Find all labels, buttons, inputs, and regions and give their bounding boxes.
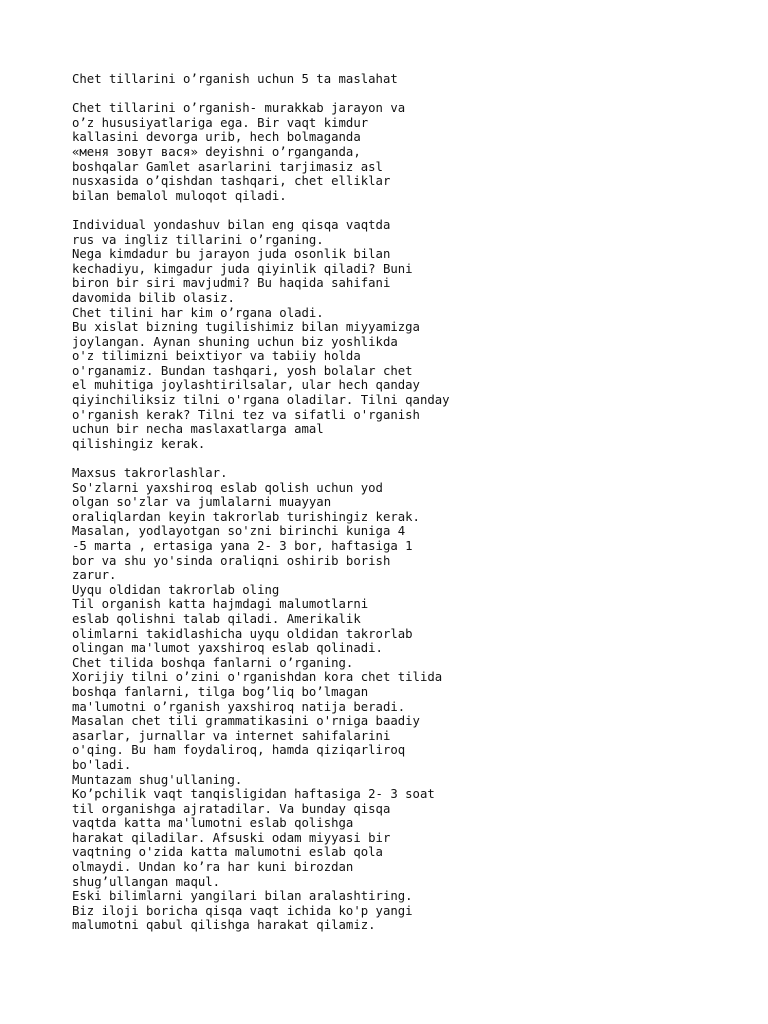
text-line: boshqa fanlarni, tilga bog’liq bo’lmagan [72,684,369,699]
text-line: -5 marta , ertasiga yana 2- 3 bor, haftasiga 1 [72,539,413,553]
text-line: bo'ladi. [72,757,132,772]
text-line: Biz iloji boricha qisqa vaqt ichida ko'p yangi [72,903,413,918]
text-line: o'z tilimizni beixtiyor va tabiiy holda [72,349,361,364]
text-line: o’z hususiyatlariga ega. Bir vaqt kimdur [72,115,369,130]
text-line: harakat qiladilar. Afsuski odam miyyasi bir [72,830,391,845]
text-line: Maxsus takrorlashlar. [72,466,228,481]
text-line: Masalan chet tili grammatikasini o'rniga baadiy [72,714,420,729]
text-line: biron bir siri mavjudmi? Bu haqida sahifani [72,276,391,291]
text-line: qilishingiz kerak. [72,436,206,451]
text-line: bor va shu yo'sinda oraliqni oshirib borish [72,553,391,568]
text-line: Chet tilida boshqa fanlarni o’rganing. [72,655,354,670]
paragraph [72,101,712,203]
text-line: o'qing. Bu ham foydaliroq, hamda qiziqarliroq [72,743,406,758]
text-line: asarlar, jurnallar va internet sahifalarini [72,728,391,743]
text-line: o'rganish kerak? Tilni tez va sifatli o'rganish [72,407,420,422]
paragraph-gap [72,451,712,466]
text-line: shug’ullangan maqul. [72,874,221,889]
text-line: vaqtning o'zida katta malumotni eslab qola [72,845,383,860]
text-line: bilan bemalol muloqot qiladi. [72,188,287,203]
text-line: Xorijiy tilni o’zini o'rganishdan kora chet tilida [72,670,443,685]
document-title: Chet tillarini o’rganish uchun 5 ta maslahat [72,72,398,86]
text-line: nusxasida o’qishdan tashqari, chet elliklar [72,174,391,189]
text-line: «меня зовут вася» deyishni o’rganganda, [72,144,361,159]
text-line: Til organish katta hajmdagi malumotlarni [72,597,369,612]
text-line: olgan so'zlar va jumlalarni muayyan [72,495,332,510]
text-line: kechadiyu, kimgadur juda qiyinlik qiladi? Buni [72,261,413,276]
text-line: So'zlarni yaxshiroq eslab qolish uchun yod [72,480,383,495]
text-line: boshqalar Gamlet asarlarini tarjimasiz asl [72,159,383,174]
document-body [72,101,712,933]
text-line: oraliqlardan keyin takrorlab turishingiz kerak. [72,509,420,524]
text-line: Masalan, yodlayotgan so'zni birinchi kuniga 4 [72,524,406,539]
document-page [72,72,712,933]
text-line: Nega kimdadur bu jarayon juda osonlik bilan [72,247,391,262]
text-line: joylangan. Aynan shuning uchun biz yoshlikda [72,334,398,349]
text-line: Eski bilimlarni yangilari bilan aralashtiring. [72,889,413,904]
text-line: el muhitiga joylashtirilsalar, ular hech qanday [72,378,420,393]
paragraph-gap [72,87,712,102]
text-line: malumotni qabul qilishga harakat qilamiz. [72,918,376,933]
paragraph [72,218,712,452]
text-line: Ko’pchilik vaqt tanqisligidan haftasiga 2- 3 soat [72,787,435,802]
text-line: Uyqu oldidan takrorlab oling [72,582,280,597]
text-line: vaqtda katta ma'lumotni eslab qolishga [72,816,354,831]
text-line: qiyinchiliksiz tilni o'rgana oladilar. Tilni qanday [72,393,450,408]
text-line: o'rganamiz. Bundan tashqari, yosh bolalar chet [72,363,413,378]
text-line: olingan ma'lumot yaxshiroq eslab qolinadi. [72,641,383,656]
text-line: Muntazam shug'ullaning. [72,772,243,787]
paragraph [72,466,712,933]
text-line: eslab qolishni talab qiladi. Amerikalik [72,611,361,626]
text-line: Bu xislat bizning tugilishimiz bilan miyyamizga [72,320,420,335]
paragraph-gap [72,203,712,218]
text-line: uchun bir necha maslaxatlarga amal [72,422,324,437]
text-line: Chet tillarini o’rganish- murakkab jarayon va [72,101,406,116]
text-line: olimlarni takidlashicha uyqu oldidan takrorlab [72,626,413,641]
text-line: til organishga ajratadilar. Va bunday qisqa [72,801,391,816]
text-line: kallasini devorga urib, hech bolmaganda [72,130,361,145]
text-line: olmaydi. Undan ko’ra har kuni birozdan [72,860,354,875]
text-line: Individual yondashuv bilan eng qisqa vaqtda [72,217,391,232]
text-line: zarur. [72,568,117,583]
text-line: davomida bilib olasiz. [72,290,235,305]
text-line: ma'lumotni o’rganish yaxshiroq natija beradi. [72,699,406,714]
text-line: Chet tilini har kim o’rgana oladi. [72,305,324,320]
text-line: rus va ingliz tillarini o’rganing. [72,232,324,247]
